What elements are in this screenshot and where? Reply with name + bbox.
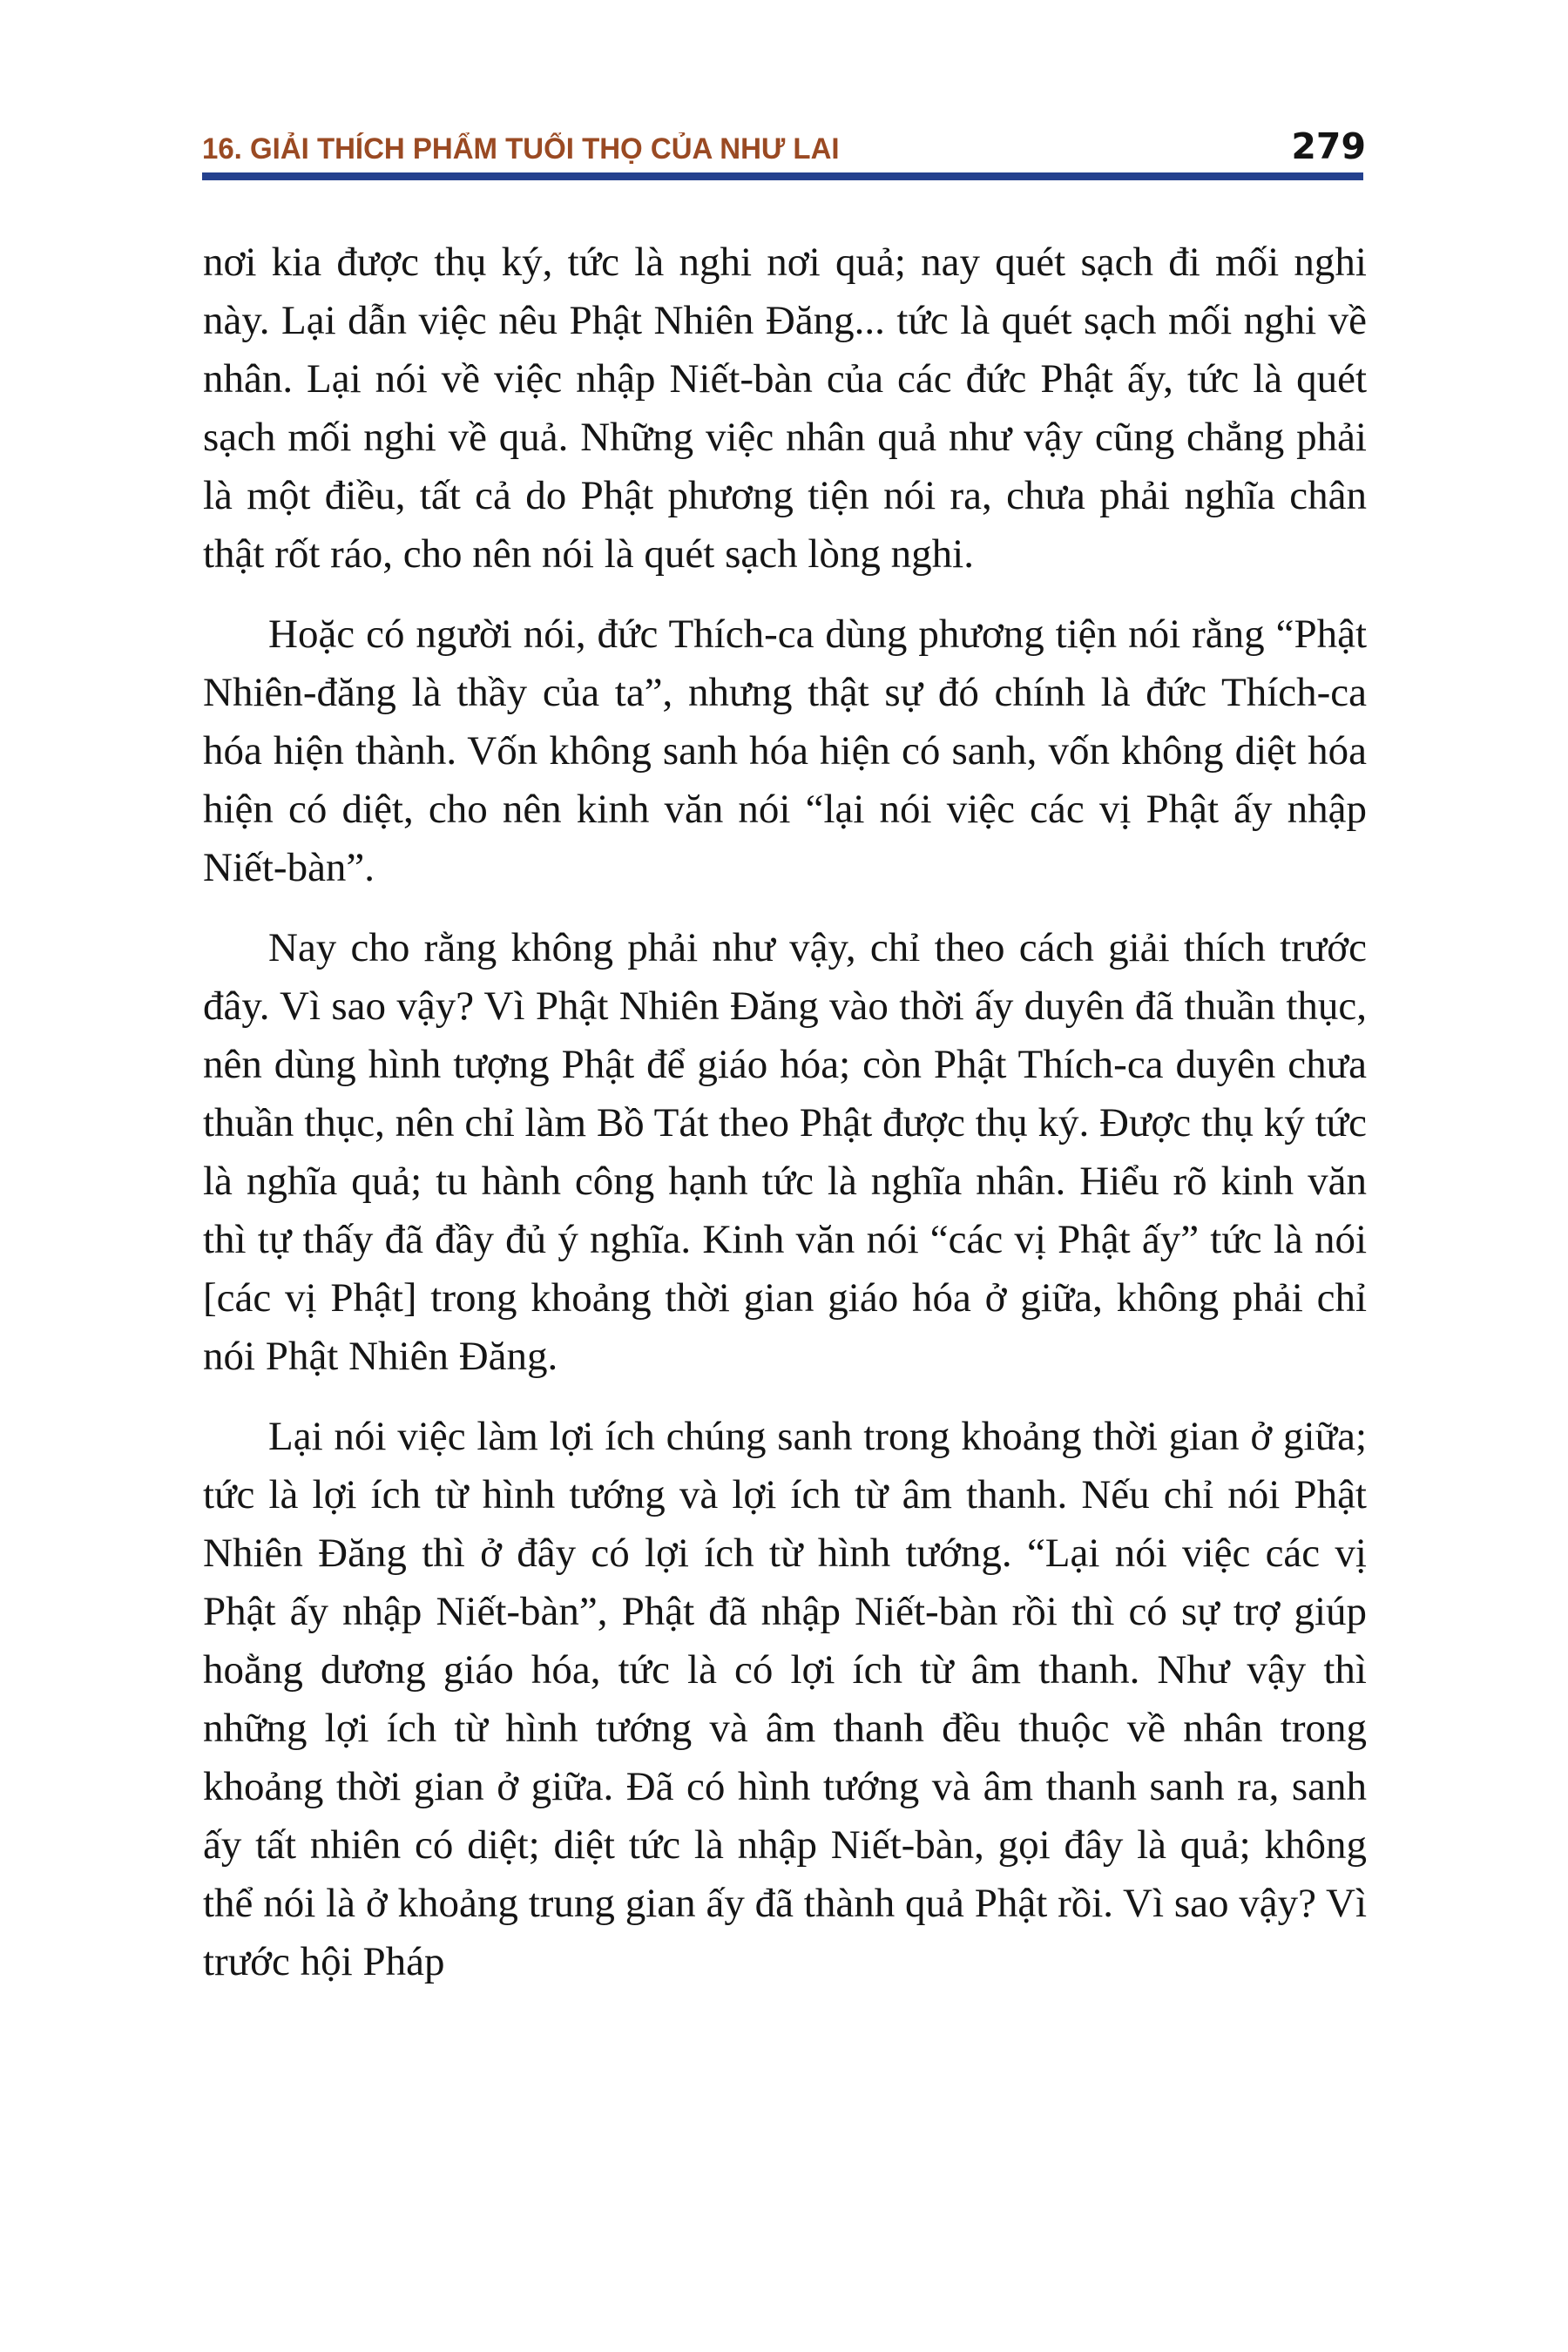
page-header xyxy=(202,125,1366,167)
header-rule-divider xyxy=(202,172,1363,180)
body-paragraph: Nay cho rằng không phải như vậy, chỉ theo cách giải thích trước đây. Vì sao vậy? Vì Phật Nhiên Đăng vào thời ấy duyên đã thuần thục, nên dùng hình tượng Phật để giáo hóa; còn Phật Thích-ca duyên chưa thuần thục, nên chỉ làm Bồ Tát theo Phật được thụ ký. Được thụ ký tức là nghĩa quả; tu hành công hạnh tức là nghĩa nhân. Hiểu rõ kinh văn thì tự thấy đã đầy đủ ý nghĩa. Kinh văn nói “các vị Phật ấy” tức là nói [các vị Phật] trong khoảng thời gian giáo hóa ở giữa, không phải chỉ nói Phật Nhiên Đăng. xyxy=(203,925,1367,1379)
page-number: 279 xyxy=(1291,125,1366,167)
body-paragraph: Hoặc có người nói, đức Thích-ca dùng phương tiện nói rằng “Phật Nhiên-đăng là thầy của ta”, nhưng thật sự đó chính là đức Thích-ca hóa hiện thành. Vốn không sanh hóa hiện có sanh, vốn không diệt hóa hiện có diệt, cho nên kinh văn nói “lại nói việc các vị Phật ấy nhập Niết-bàn”. xyxy=(203,612,1367,890)
body-paragraph: Lại nói việc làm lợi ích chúng sanh trong khoảng thời gian ở giữa; tức là lợi ích từ hình tướng và lợi ích từ âm thanh. Nếu chỉ nói Phật Nhiên Đăng thì ở đây có lợi ích từ hình tướng. “Lại nói việc các vị Phật ấy nhập Niết-bàn”, Phật đã nhập Niết-bàn rồi thì có sự trợ giúp hoằng dương giáo hóa, tức là có lợi ích từ âm thanh. Như vậy thì những lợi ích từ hình tướng và âm thanh đều thuộc về nhân trong khoảng thời gian ở giữa. Đã có hình tướng và âm thanh sanh ra, sanh ấy tất nhiên có diệt; diệt tức là nhập Niết-bàn, gọi đây là quả; không thể nói là ở khoảng trung gian ấy đã thành quả Phật rồi. Vì sao vậy? Vì trước hội Pháp xyxy=(203,1414,1367,1984)
body-text-block xyxy=(203,233,1367,2013)
chapter-title: 16. GIẢI THÍCH PHẨM TUỔI THỌ CỦA NHƯ LAI xyxy=(202,132,840,166)
body-paragraph: nơi kia được thụ ký, tức là nghi nơi quả; nay quét sạch đi mối nghi này. Lại dẫn việc nêu Phật Nhiên Đăng... tức là quét sạch mối nghi về nhân. Lại nói về việc nhập Niết-bàn của các đức Phật ấy, tức là quét sạch mối nghi về quả. Những việc nhân quả như vậy cũng chẳng phải là một điều, tất cả do Phật phương tiện nói ra, chưa phải nghĩa chân thật rốt ráo, cho nên nói là quét sạch lòng nghi. xyxy=(203,240,1367,577)
